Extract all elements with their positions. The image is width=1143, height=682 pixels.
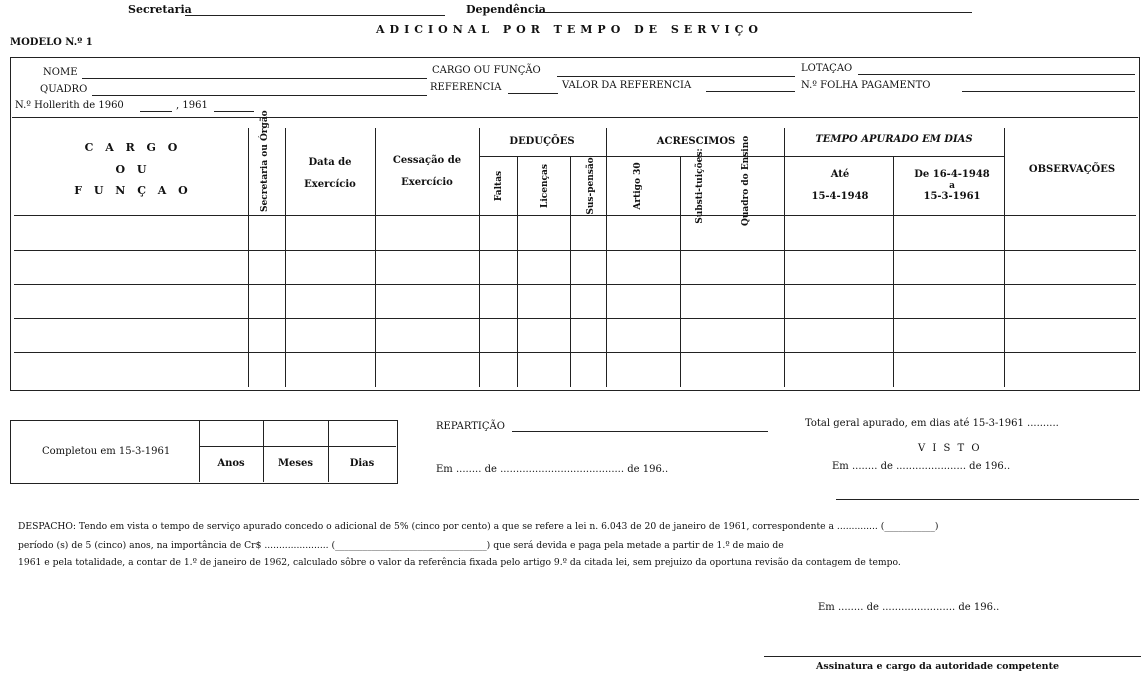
folha-pagamento-field[interactable] <box>962 91 1135 92</box>
dependencia-label: Dependência <box>466 3 546 16</box>
faltas-header: Faltas <box>494 170 504 202</box>
suspensao-header: Sus-pensão <box>586 157 596 215</box>
tempo-apurado-header: TEMPO APURADO EM DIAS <box>815 134 973 145</box>
hollerith-1960-field[interactable] <box>140 111 172 112</box>
despacho-date[interactable]: Em ........ de ....................... de 196.. <box>818 602 1000 613</box>
folha-pagamento-label: N.º FOLHA PAGAMENTO <box>801 80 931 91</box>
valor-referencia-field[interactable] <box>706 91 795 92</box>
secretaria-label: Secretaria <box>128 3 192 16</box>
ate-header-2: 15-4-1948 <box>811 191 869 202</box>
deducoes-header: DEDUÇÕES <box>509 136 575 147</box>
de-header-3: 15-3-1961 <box>923 191 981 202</box>
cessacao-header-2: Exercício <box>401 177 453 188</box>
table-row[interactable] <box>14 285 1136 317</box>
cargo-header-3: F U N Ç A O <box>74 184 192 197</box>
artigo-30-header: Artigo 30 <box>633 162 643 210</box>
anos-label: Anos <box>217 458 245 469</box>
table-row[interactable] <box>14 319 1136 351</box>
licencas-header: Licenças <box>540 164 550 208</box>
de-header-1: De 16-4-1948 <box>914 169 990 180</box>
info-divider <box>12 117 1138 118</box>
total-geral-label[interactable]: Total geral apurado, em dias até 15-3-1961 .......... <box>805 418 1059 429</box>
hollerith-1961-label: , 1961 <box>176 100 208 111</box>
meses-field[interactable] <box>264 422 327 445</box>
table-row[interactable] <box>14 353 1136 386</box>
ate-header-1: Até <box>830 169 850 180</box>
despacho-line-2: período (s) de 5 (cinco) anos, na importância de Cr$ ...................... (_________________________________) que será devida e paga pela metade a partir de 1.º de maio de <box>18 540 784 551</box>
valor-referencia-label: VALOR DA REFERENCIA <box>562 80 692 91</box>
observacoes-header: OBSERVAÇÕES <box>1028 164 1116 175</box>
referencia-label: REFERENCIA <box>430 82 502 93</box>
cargo-header-2: O U <box>115 163 151 176</box>
cargo-header-1: C A R G O <box>84 141 182 154</box>
visto-date[interactable]: Em ........ de ...................... de 196.. <box>832 461 1011 472</box>
reparticao-label: REPARTIÇÃO <box>436 421 505 432</box>
dependencia-field[interactable] <box>536 12 972 13</box>
visto-label: V I S T O <box>918 443 982 454</box>
secretaria-orgao-header: Secretaria ou Órgão <box>260 110 270 212</box>
visto-signature-line[interactable] <box>836 499 1139 500</box>
reparticao-date[interactable]: Em ........ de ....................................... de 196.. <box>436 464 669 475</box>
data-exercicio-header-2: Exercício <box>304 179 356 190</box>
cargo-funcao-field[interactable] <box>557 76 795 77</box>
dias-label: Dias <box>349 458 375 469</box>
table-row[interactable] <box>14 251 1136 283</box>
nome-label: NOME <box>43 67 78 78</box>
quadro-label: QUADRO <box>40 84 88 95</box>
form-title: ADICIONAL POR TEMPO DE SERVIÇO <box>376 23 763 36</box>
cessacao-header-1: Cessação de <box>392 155 462 166</box>
modelo-label: MODELO N.º 1 <box>10 37 93 48</box>
lotacao-label: LOTAÇAO <box>801 63 853 74</box>
data-exercicio-header-1: Data de <box>308 157 352 168</box>
meses-label: Meses <box>277 458 314 469</box>
reparticao-field[interactable] <box>512 431 768 432</box>
lotacao-field[interactable] <box>858 74 1135 75</box>
substituicoes-header: Substi-tuições: <box>695 148 705 224</box>
de-header-2: a <box>949 181 955 191</box>
cargo-funcao-label: CARGO OU FUNÇÃO <box>432 65 541 76</box>
authority-signature-line[interactable] <box>764 656 1141 657</box>
anos-field[interactable] <box>200 422 262 445</box>
quadro-ensino-header: Quadro do Ensino <box>741 135 751 226</box>
hollerith-1961-field[interactable] <box>214 111 254 112</box>
despacho-line-3: 1961 e pela totalidade, a contar de 1.º de janeiro de 1962, calculado sôbre o valor da referência fixada pelo artigo 9.º da citada lei, sem prejuizo da oportuna revisão da contagem de tempo. <box>18 557 901 568</box>
despacho-line-1: DESPACHO: Tendo em vista o tempo de serviço apurado concedo o adicional de 5% (cinco por cento) a que se refere a lei n. 6.043 de 20 de janeiro de 1961, correspondente a .............. (___________) <box>18 521 939 532</box>
authority-signature-label: Assinatura e cargo da autoridade competente <box>816 661 1060 672</box>
hollerith-label: N.º Hollerith de 1960 <box>15 100 124 111</box>
nome-field[interactable] <box>82 78 427 79</box>
dias-field[interactable] <box>329 422 395 445</box>
table-row[interactable] <box>14 216 1136 249</box>
acrescimos-header: ACRESCIMOS <box>656 136 736 147</box>
quadro-field[interactable] <box>92 95 427 96</box>
completou-label: Completou em 15-3-1961 <box>42 446 171 457</box>
secretaria-field[interactable] <box>185 15 445 16</box>
referencia-field[interactable] <box>508 93 558 94</box>
